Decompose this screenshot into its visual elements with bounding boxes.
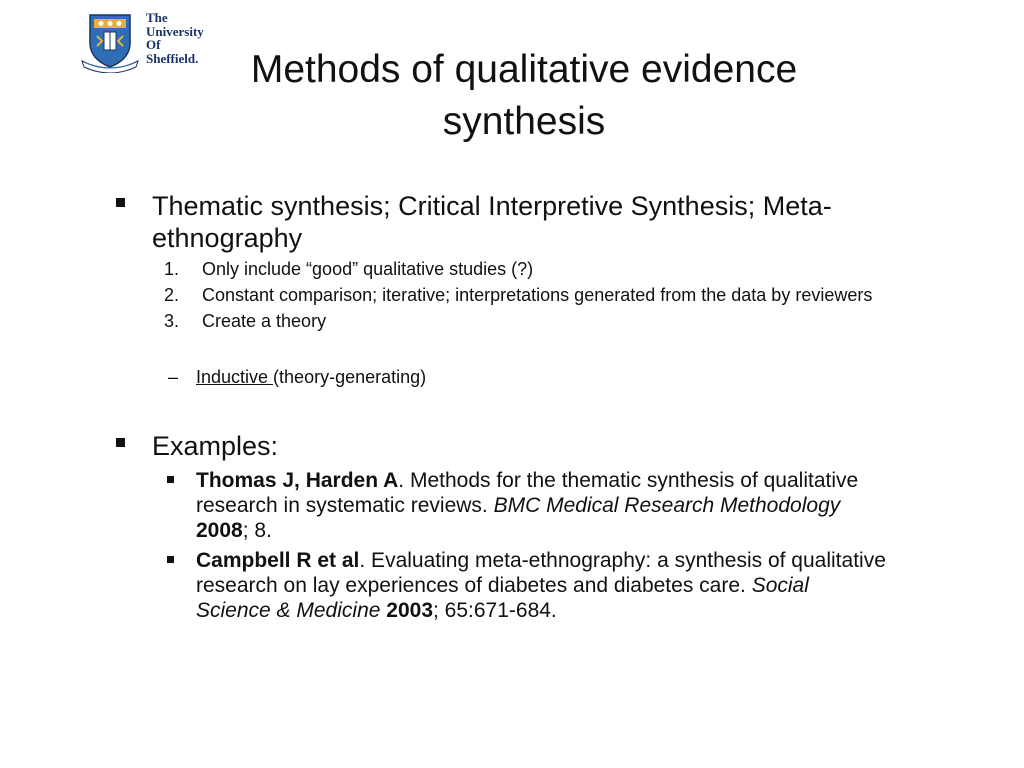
slide-title-line-1: Methods of qualitative evidence [250,48,798,91]
numbered-item-text: Constant comparison; iterative; interpretations generated from the data by reviewers [202,285,873,305]
numbered-item-text: Create a theory [202,311,327,331]
reference-authors: Thomas J, Harden A [196,469,399,492]
numbered-item-number: 3. [164,311,180,331]
bullet-methods-text: Thematic synthesis; Critical Interpretive Synthesis; Meta-ethnography [152,191,832,253]
dash-item-inductive [110,366,910,388]
reference-journal: Social Science & Medicine [196,574,809,622]
square-bullet-icon [116,438,125,447]
reference-journal: BMC Medical Research Methodology [493,494,841,517]
numbered-item-number: 2. [164,285,180,305]
reference-item-2 [110,548,886,623]
reference-rest: ; 65:671-684. [433,599,557,622]
reference-item-1 [110,468,886,543]
reference-title: . Evaluating meta-ethnography: a synthesis of qualitative research on lay experiences of diabetes and diabetes care. [196,549,886,597]
numbered-item-3 [110,310,910,332]
wordmark-line-1: The [146,10,168,25]
reference-authors: Campbell R et al [196,549,360,572]
wordmark-line-2: University [146,23,204,39]
slide-title [200,44,848,148]
reference-year: 2008 [196,519,243,542]
numbered-item-text: Only include “good” qualitative studies (?) [202,259,534,279]
inductive-rest: (theory-generating) [273,367,427,387]
reference-rest: ; 8. [242,519,272,542]
slide-title-line-2: synthesis [442,100,606,143]
university-wordmark [146,11,204,65]
slide-body [110,190,910,623]
wordmark-line-4: Sheffield. [146,50,199,66]
university-crest-icon [80,9,140,73]
reference-title: . Methods for the thematic synthesis of qualitative research in systematic reviews. [196,469,859,517]
bullet-methods [110,190,910,254]
numbered-item-2 [110,284,910,306]
university-logo [80,9,220,73]
inductive-underlined: Inductive [196,367,274,387]
square-bullet-icon [116,198,125,207]
numbered-item-1 [110,258,910,280]
dash-mark: – [168,367,179,387]
wordmark-line-3: Of [146,37,161,52]
reference-year: 2003 [386,599,433,622]
numbered-item-number: 1. [164,259,180,279]
square-bullet-icon [167,476,174,483]
square-bullet-icon [167,556,174,563]
bullet-examples [110,430,910,462]
bullet-examples-text: Examples: [152,431,279,461]
